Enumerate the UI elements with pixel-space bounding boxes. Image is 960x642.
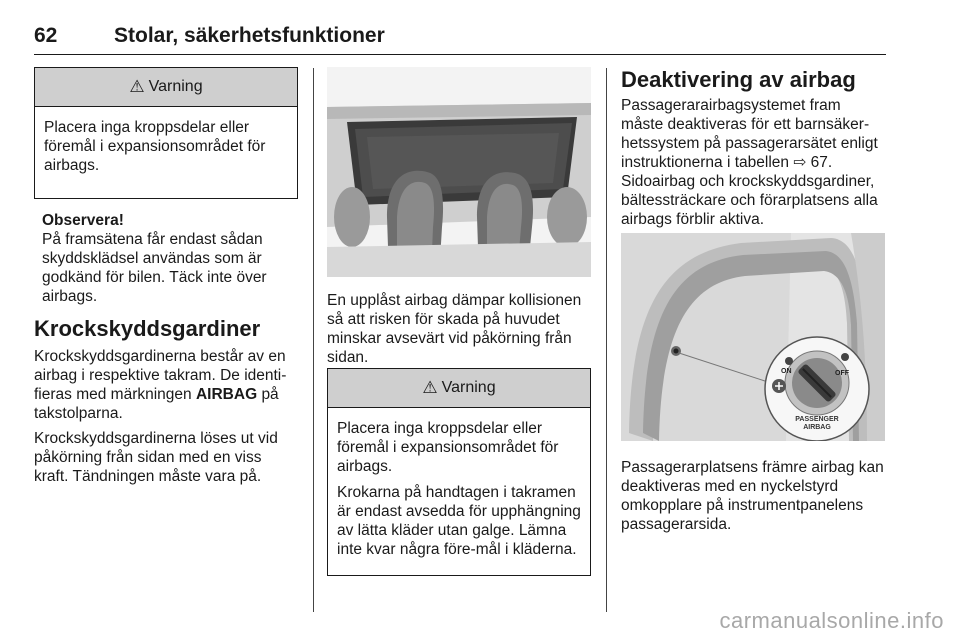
- note-heading: Observera!: [42, 212, 124, 229]
- switch-passenger-label: PASSENGER: [795, 416, 839, 423]
- warning-box: [34, 67, 298, 199]
- warning-title-text: Varning: [148, 78, 203, 95]
- curtains-paragraph-1-b: på takstolparna.: [34, 386, 279, 422]
- switch-off-label: OFF: [835, 370, 849, 377]
- left-column: [34, 67, 298, 486]
- warning-box-2: [327, 368, 591, 576]
- curtains-paragraph-1: [34, 347, 298, 423]
- column-divider-left: [313, 68, 314, 612]
- airbag-switch-illustration: [621, 233, 885, 441]
- deactivation-paragraph-1-text: Passagerarairbagsystemet fram måste deaktiveras för ett barnsäker-hetssystem på passagerarsätet enligt instruktionerna i tabellen: [621, 97, 878, 171]
- curtain-airbag-image: [327, 67, 591, 277]
- switch-on-label: ON: [781, 368, 792, 375]
- section-title-curtains: Krockskyddsgardiner: [34, 316, 261, 341]
- warning-title: [35, 68, 297, 107]
- warning-triangle-icon: ⚠: [129, 77, 145, 96]
- warning-body-2: [328, 408, 590, 567]
- section-title-deactivation: Deaktivering av airbag: [621, 67, 856, 92]
- deactivation-paragraph-2: Sidoairbag och krockskyddsgardiner, bältessträckare och förarplatsens alla airbags förblir aktiva.: [621, 173, 878, 228]
- curtain-caption: En upplåst airbag dämpar kollisionen så att risken för skada på huvudet minskar avsevärt vid påkörning från sidan.: [327, 292, 582, 366]
- page-reference-arrow-icon: ⇨: [793, 154, 807, 171]
- curtain-airbag-illustration: [327, 67, 591, 277]
- warning-text: Placera inga kroppsdelar eller föremål i expansionsområdet för airbags.: [44, 119, 266, 174]
- page-reference: 67.: [810, 154, 833, 171]
- switch-airbag-label: AIRBAG: [803, 424, 831, 431]
- column-divider-right: [606, 68, 607, 612]
- right-column: [621, 67, 887, 229]
- warning-2-paragraph-1: Placera inga kroppsdelar eller föremål i expansionsområdet för airbags.: [337, 420, 559, 475]
- note-text: På framsätena får endast sådan skyddsklädsel användas som är godkänd för bilen. Täck inte över airbags.: [42, 231, 267, 305]
- switch-caption: Passagerarplatsens främre airbag kan deaktiveras med en nyckelstyrd omkopplare på instrumentpanelens passagerarsida.: [621, 459, 884, 533]
- warning-body: [35, 107, 297, 198]
- airbag-marking: AIRBAG: [195, 386, 258, 403]
- curtains-paragraph-2: Krockskyddsgardinerna löses ut vid påkörning från sidan med en viss kraft. Tändningen måste vara på.: [34, 430, 278, 485]
- watermark: carmanualsonline.info: [719, 608, 944, 633]
- page-header: [34, 24, 886, 55]
- chapter-title: Stolar, säkerhetsfunktioner: [114, 24, 385, 47]
- deactivation-paragraph-1: [621, 96, 887, 172]
- warning-title-text-2: Varning: [441, 379, 496, 396]
- curtains-paragraph-1-a: Krockskyddsgardinerna består av en airbag i respektive takram. De identi-fieras med märkningen: [34, 348, 287, 403]
- airbag-switch-image: [621, 233, 885, 441]
- warning-triangle-icon-2: ⚠: [422, 378, 438, 397]
- note-block: [34, 199, 298, 306]
- warning-title-2: [328, 369, 590, 408]
- warning-2-paragraph-2: Krokarna på handtagen i takramen är endast avsedda för upphängning av lätta kläder utan galge. Lämna inte kvar några före-mål i kläderna.: [337, 484, 581, 558]
- page-number: 62: [34, 24, 58, 47]
